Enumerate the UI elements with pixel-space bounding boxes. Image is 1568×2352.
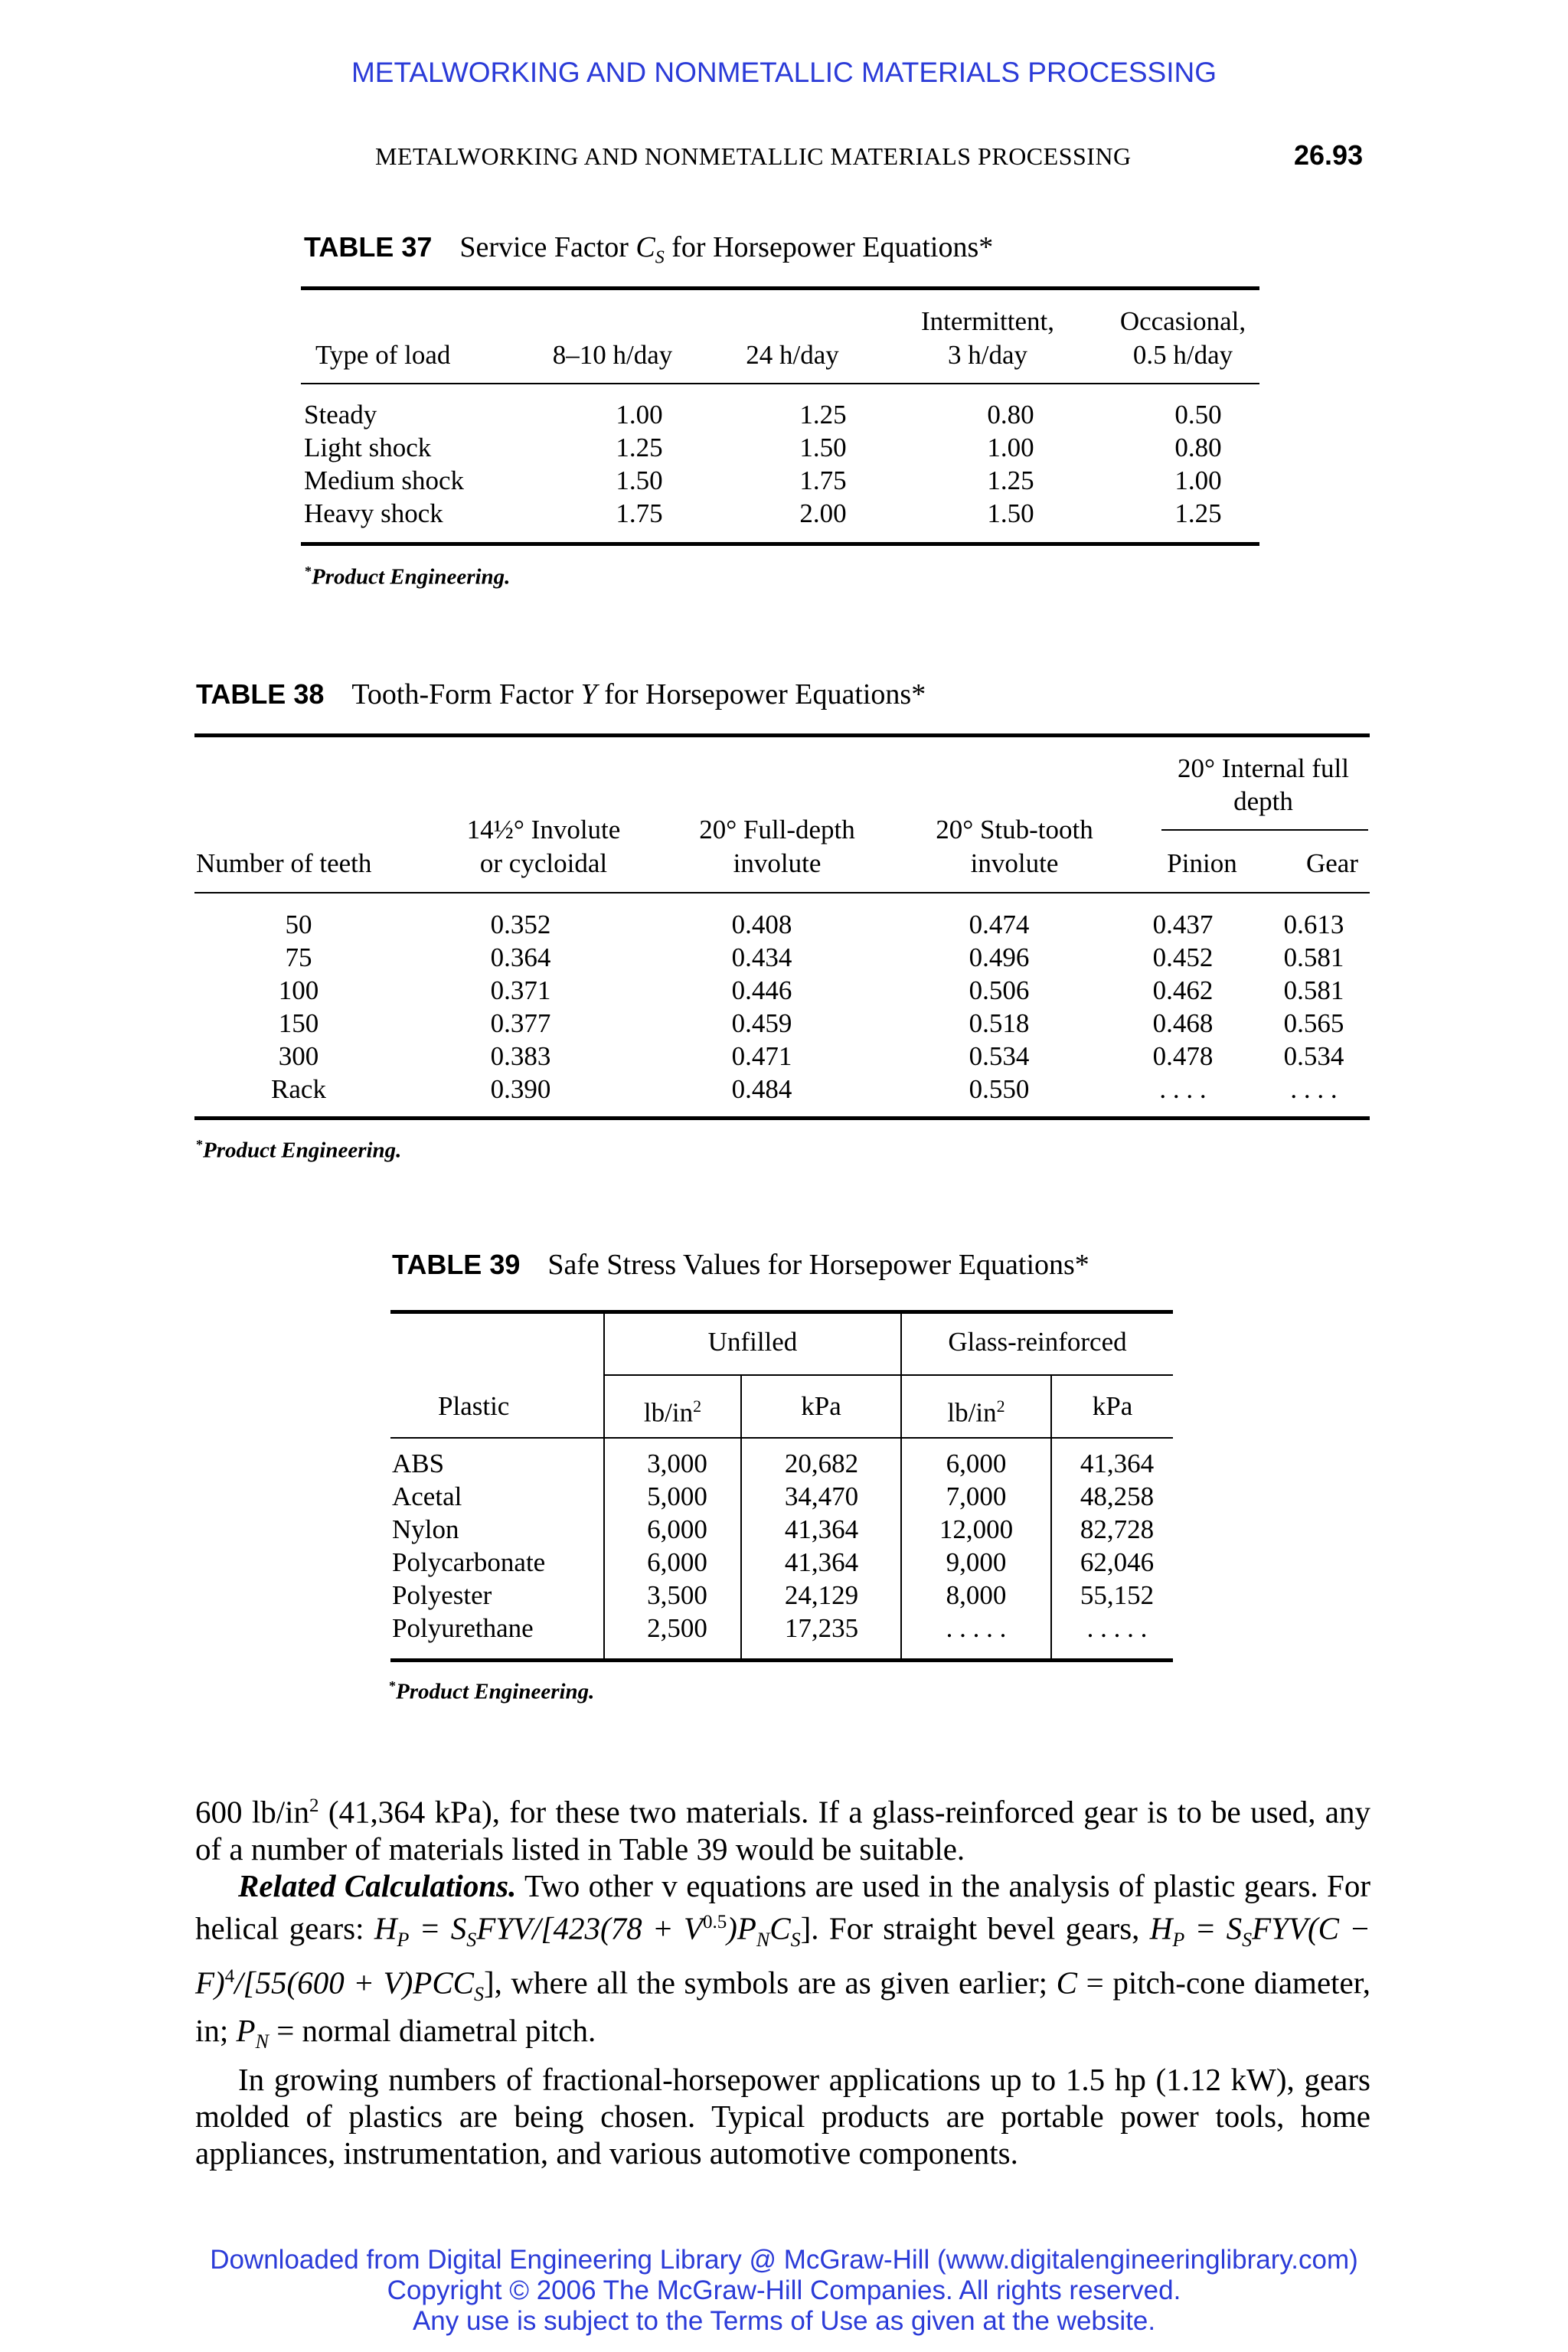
table39-row-g_lb: 8,000 <box>946 1580 1007 1610</box>
table38-footnote-mark: * <box>196 1137 203 1152</box>
table37-row-c2: 1.25 <box>799 400 847 430</box>
p1-sup: 2 <box>309 1795 319 1816</box>
table39-row <box>392 1480 1184 1513</box>
table39-glass-lb-text: lb/in <box>947 1397 997 1428</box>
eq1-p-sub: N <box>756 1928 770 1951</box>
table37-row-c1: 1.75 <box>616 498 663 528</box>
table38-row-c3: 0.518 <box>969 1008 1030 1038</box>
def-pn: P <box>236 2013 256 2049</box>
table39-unfilled-lb-text: lb/in <box>643 1397 694 1428</box>
table38-title-post: for Horsepower Equations* <box>596 678 926 710</box>
table38-row-pinion: 0.468 <box>1152 1008 1214 1038</box>
table39-row-u_lb: 3,500 <box>647 1580 707 1610</box>
body-paragraph-1 <box>195 1788 1370 1867</box>
table38-row-c1: 0.383 <box>490 1041 551 1071</box>
table37-bottom-rule <box>301 542 1259 546</box>
table37-row-c1: 1.00 <box>616 400 663 430</box>
table38-row-c1: 0.371 <box>490 975 551 1005</box>
body-paragraph-3: In growing numbers of fractional-horsepower applications up to 1.5 hp (1.12 kW), gears molded of plastics are being chosen. Typical products are portable power tools, home appliances, instrumentation, and various automotive components. <box>195 2061 1370 2171</box>
table37-row-label: Light shock <box>304 433 432 462</box>
table39-row-u_kpa: 20,682 <box>784 1449 859 1478</box>
table39-row-g_kpa: 82,728 <box>1080 1514 1155 1544</box>
table38-col-pinion: Pinion <box>1167 848 1237 878</box>
table37-row-c2: 1.75 <box>799 466 847 495</box>
eq1-c-sub: S <box>790 1928 801 1951</box>
table38-row <box>199 974 1380 1007</box>
table39-unfilled-lb-sup: 2 <box>693 1396 702 1416</box>
table38-title-pre: Tooth-Form Factor <box>351 678 581 710</box>
table38-group-a: 20° Internal full <box>1178 753 1349 783</box>
table39-row-u_kpa: 17,235 <box>784 1613 859 1643</box>
table37-row-c3: 1.25 <box>987 466 1034 495</box>
table39-row-g_lb: . . . . . <box>946 1613 1007 1643</box>
table38-row-gear: 0.565 <box>1283 1008 1344 1038</box>
table39-caption <box>392 1248 1089 1282</box>
table38-row-teeth: Rack <box>271 1074 326 1104</box>
page-number: 26.93 <box>1294 139 1364 171</box>
table38-row-pinion: . . . . <box>1159 1074 1207 1104</box>
table38-row-c1: 0.364 <box>490 942 551 972</box>
table39-glass-lb-sup: 2 <box>996 1396 1005 1416</box>
table38-row-gear: 0.613 <box>1283 910 1344 939</box>
table38-row-gear: 0.581 <box>1283 975 1344 1005</box>
body-paragraph-2 <box>195 1867 1370 2061</box>
table38-row-gear: 0.581 <box>1283 942 1344 972</box>
eq2-denominator: /[55(600 + V)PCC <box>234 1965 475 2001</box>
table38-top-rule <box>194 733 1370 737</box>
table37-caption <box>304 230 993 269</box>
table39-row <box>392 1546 1184 1579</box>
table38-row-c1: 0.390 <box>490 1074 551 1104</box>
table38-number: TABLE 38 <box>196 678 325 710</box>
table38-row-c3: 0.550 <box>969 1074 1030 1104</box>
eq2-c-sub: S <box>474 1982 485 2005</box>
table38-row-c1: 0.352 <box>490 910 551 939</box>
table37-row <box>304 497 1290 530</box>
table37-title-pre: Service Factor <box>459 231 636 263</box>
table38-row <box>199 941 1380 974</box>
table39-row-u_kpa: 41,364 <box>784 1514 859 1544</box>
table39-row <box>392 1513 1184 1546</box>
table38-row <box>199 1040 1380 1073</box>
download-footer <box>0 2245 1568 2337</box>
table38-col-teeth: Number of teeth <box>196 848 372 878</box>
table38-row-teeth: 300 <box>278 1041 319 1071</box>
table37-row <box>304 431 1290 464</box>
eq1-body: FYV/[423(78 + V <box>476 1910 703 1946</box>
p1-b: (41,364 kPa), for these two materials. If a glass-reinforced gear is to be used, any of a number of materials listed in Table 39 would be suitable. <box>195 1794 1370 1867</box>
table38-col-1b: or cycloidal <box>479 848 608 878</box>
table39-group-unfilled: Unfilled <box>707 1327 798 1357</box>
table39-row <box>392 1447 1184 1480</box>
table38-row-gear: 0.534 <box>1283 1041 1344 1071</box>
eq1-s-sub: S <box>466 1928 477 1951</box>
table37-number: TABLE 37 <box>304 231 433 263</box>
table38-row <box>199 1007 1380 1040</box>
eq2-h-sub: P <box>1172 1928 1185 1951</box>
table39-col-unfilled-lb <box>605 1390 740 1429</box>
table38-row-pinion: 0.452 <box>1152 942 1214 972</box>
document-banner: METALWORKING AND NONMETALLIC MATERIALS PROCESSING <box>351 57 1217 88</box>
eq2-s-sub: S <box>1242 1928 1253 1951</box>
rc-text-3: ], where all the symbols are as given earlier; <box>484 1965 1057 2001</box>
table37-row-c4: 1.00 <box>1174 466 1222 495</box>
table38-row-pinion: 0.478 <box>1152 1041 1214 1071</box>
table38-row-pinion: 0.437 <box>1152 910 1214 939</box>
table37-title-post: for Horsepower Equations* <box>664 231 994 263</box>
eq1-h: H <box>374 1910 397 1946</box>
table37-row-c3: 1.00 <box>987 433 1034 462</box>
table39-row-g_kpa: 62,046 <box>1080 1547 1155 1577</box>
table39-row-u_kpa: 34,470 <box>784 1481 859 1511</box>
table39-title: Safe Stress Values for Horsepower Equations* <box>547 1249 1089 1281</box>
table37-col-4a: Occasional, <box>1119 306 1246 336</box>
table39-row-g_lb: 9,000 <box>946 1547 1007 1577</box>
table39-row-g_kpa: 41,364 <box>1080 1449 1155 1478</box>
def-pn-text: = normal diametral pitch. <box>268 2013 596 2049</box>
table37-body <box>304 398 1290 530</box>
table38-group-rule <box>1161 829 1368 831</box>
table39-row-plastic: ABS <box>392 1449 445 1478</box>
table38-bottom-rule <box>194 1116 1370 1120</box>
table38-row-c2: 0.408 <box>731 910 792 939</box>
table37-row-c1: 1.50 <box>616 466 663 495</box>
eq2-sup: 4 <box>224 1965 235 1987</box>
table39-bottom-rule <box>390 1658 1173 1662</box>
footer-line-1: Downloaded from Digital Engineering Library @ McGraw-Hill (www.digitalengineeringlibrary.com) <box>210 2245 1358 2275</box>
p1-a: 600 lb/in <box>195 1794 310 1830</box>
eq2-h: H <box>1149 1910 1173 1946</box>
table38-caption <box>196 678 926 711</box>
eq1-s: = S <box>409 1910 467 1946</box>
table37-row-c2: 1.50 <box>799 433 847 462</box>
table38-row-pinion: 0.462 <box>1152 975 1214 1005</box>
table37-header-rule <box>301 383 1259 384</box>
table38-header-rule <box>194 892 1370 893</box>
table39-row-plastic: Nylon <box>392 1514 459 1544</box>
table38-footnote <box>196 1137 401 1164</box>
running-head: METALWORKING AND NONMETALLIC MATERIALS PROCESSING <box>375 142 1132 170</box>
footer-line-2: Copyright © 2006 The McGraw-Hill Companies. All rights reserved. <box>387 2275 1181 2305</box>
table39-row-u_kpa: 24,129 <box>784 1580 859 1610</box>
table37-row-c1: 1.25 <box>616 433 663 462</box>
eq1-p: )P <box>727 1910 756 1946</box>
table39-row <box>392 1579 1184 1612</box>
table39-row-g_lb: 12,000 <box>939 1514 1014 1544</box>
table39-footnote <box>389 1678 594 1705</box>
table37-row <box>304 398 1290 431</box>
table39-row-u_lb: 6,000 <box>647 1514 707 1544</box>
table37-col-2: 24 h/day <box>746 340 839 370</box>
eq1-sup: 0.5 <box>703 1911 727 1932</box>
table39-row-plastic: Polyester <box>392 1580 492 1610</box>
table38-row-c3: 0.496 <box>969 942 1030 972</box>
table38-symbol: Y <box>580 678 597 710</box>
table39-row-plastic: Acetal <box>392 1481 462 1511</box>
table38-row-c1: 0.377 <box>490 1008 551 1038</box>
table37-footnote-mark: * <box>305 564 312 579</box>
table38-row-c2: 0.459 <box>731 1008 792 1038</box>
def-c-text: = pitch-cone diameter, in; <box>195 1965 1370 2049</box>
table39-body <box>392 1447 1184 1645</box>
table38-row-c3: 0.534 <box>969 1041 1030 1071</box>
table39-row-g_lb: 6,000 <box>946 1449 1007 1478</box>
rc-text-2: ]. For straight bevel gears, <box>800 1910 1150 1946</box>
table38-row-c3: 0.506 <box>969 975 1030 1005</box>
table38-row-c2: 0.446 <box>731 975 792 1005</box>
table39-row-u_lb: 2,500 <box>647 1613 707 1643</box>
table39-row-plastic: Polyurethane <box>392 1613 534 1643</box>
table37-row-c2: 2.00 <box>799 498 847 528</box>
table39-row-g_kpa: . . . . . <box>1086 1613 1148 1643</box>
eq2-s: = S <box>1184 1910 1243 1946</box>
table38-row <box>199 908 1380 941</box>
table38-footnote-text: Product Engineering. <box>203 1138 402 1163</box>
eq1-c: C <box>769 1910 791 1946</box>
table39-header-rule <box>390 1437 1173 1439</box>
table38-row-teeth: 75 <box>285 942 312 972</box>
table39-row-g_kpa: 48,258 <box>1080 1481 1155 1511</box>
table38-row-c2: 0.484 <box>731 1074 792 1104</box>
rc-text-1: Two other v equations are used in the analysis of plastic gears. For helical gears: <box>195 1867 1370 1946</box>
table39-row-u_lb: 3,000 <box>647 1449 707 1478</box>
table38-row-gear: . . . . <box>1290 1074 1338 1104</box>
table38-row-c3: 0.474 <box>969 910 1030 939</box>
table38-body <box>199 908 1380 1106</box>
table38-row <box>199 1073 1380 1106</box>
table37-symbol: C <box>635 231 655 263</box>
table37-top-rule <box>301 286 1259 290</box>
table37-col-3b: 3 h/day <box>947 340 1027 370</box>
table37-col-1: 8–10 h/day <box>552 340 673 370</box>
table39-col-unfilled-kpa: kPa <box>801 1391 841 1421</box>
table37-col-3a: Intermittent, <box>921 306 1054 336</box>
table38-col-1a: 14½° Involute <box>466 815 621 844</box>
table37-symbol-sub: S <box>655 247 665 268</box>
table38-col-2a: 20° Full-depth <box>699 815 855 844</box>
table39-row <box>392 1612 1184 1645</box>
table38-row-c2: 0.471 <box>731 1041 792 1071</box>
related-calculations-heading: Related Calculations. <box>238 1867 517 1903</box>
table37-row-label: Steady <box>304 400 377 430</box>
table38-col-2b: involute <box>733 848 822 878</box>
def-c: C <box>1056 1965 1077 2001</box>
table37-row-c4: 0.80 <box>1174 433 1222 462</box>
table39-footnote-mark: * <box>389 1678 396 1694</box>
table39-top-rule <box>390 1310 1173 1314</box>
table38-col-3b: involute <box>970 848 1059 878</box>
table39-row-g_kpa: 55,152 <box>1080 1580 1155 1610</box>
table37-row-label: Heavy shock <box>304 498 443 528</box>
table39-col-plastic: Plastic <box>438 1391 510 1421</box>
table37-row-c3: 0.80 <box>987 400 1034 430</box>
table38-row-teeth: 50 <box>285 910 312 939</box>
table37-row <box>304 464 1290 497</box>
eq2-body: FYV(C − F) <box>195 1910 1371 2001</box>
table39-row-u_kpa: 41,364 <box>784 1547 859 1577</box>
table39-group-glass: Glass-reinforced <box>948 1327 1127 1357</box>
def-pn-sub: N <box>255 2030 269 2053</box>
table38-group-b: depth <box>1233 786 1293 816</box>
table38-row-c2: 0.434 <box>731 942 792 972</box>
table38-row-teeth: 100 <box>278 975 319 1005</box>
table39-col-glass-lb <box>902 1390 1050 1429</box>
table37-row-c4: 1.25 <box>1174 498 1222 528</box>
table39-row-u_lb: 5,000 <box>647 1481 707 1511</box>
table39-footnote-text: Product Engineering. <box>396 1679 595 1704</box>
table37-row-c4: 0.50 <box>1174 400 1222 430</box>
eq1-h-sub: P <box>397 1928 410 1951</box>
table38-row-teeth: 150 <box>278 1008 319 1038</box>
table37-footnote <box>305 564 510 590</box>
table37-footnote-text: Product Engineering. <box>312 564 511 590</box>
table37-row-label: Medium shock <box>304 466 465 495</box>
table37-col-4b: 0.5 h/day <box>1132 340 1233 370</box>
table38-col-3a: 20° Stub-tooth <box>936 815 1093 844</box>
table38-col-gear: Gear <box>1305 848 1358 878</box>
table37-col-type: Type of load <box>315 340 451 370</box>
footer-line-3: Any use is subject to the Terms of Use as given at the website. <box>412 2306 1156 2336</box>
table39-group-rule <box>603 1374 1173 1376</box>
body-text <box>195 1788 1370 2171</box>
table39-number: TABLE 39 <box>392 1249 521 1280</box>
table37-row-c3: 1.50 <box>987 498 1034 528</box>
table39-row-plastic: Polycarbonate <box>392 1547 546 1577</box>
table39-col-glass-kpa: kPa <box>1092 1391 1133 1421</box>
table39-row-u_lb: 6,000 <box>647 1547 707 1577</box>
table39-row-g_lb: 7,000 <box>946 1481 1007 1511</box>
